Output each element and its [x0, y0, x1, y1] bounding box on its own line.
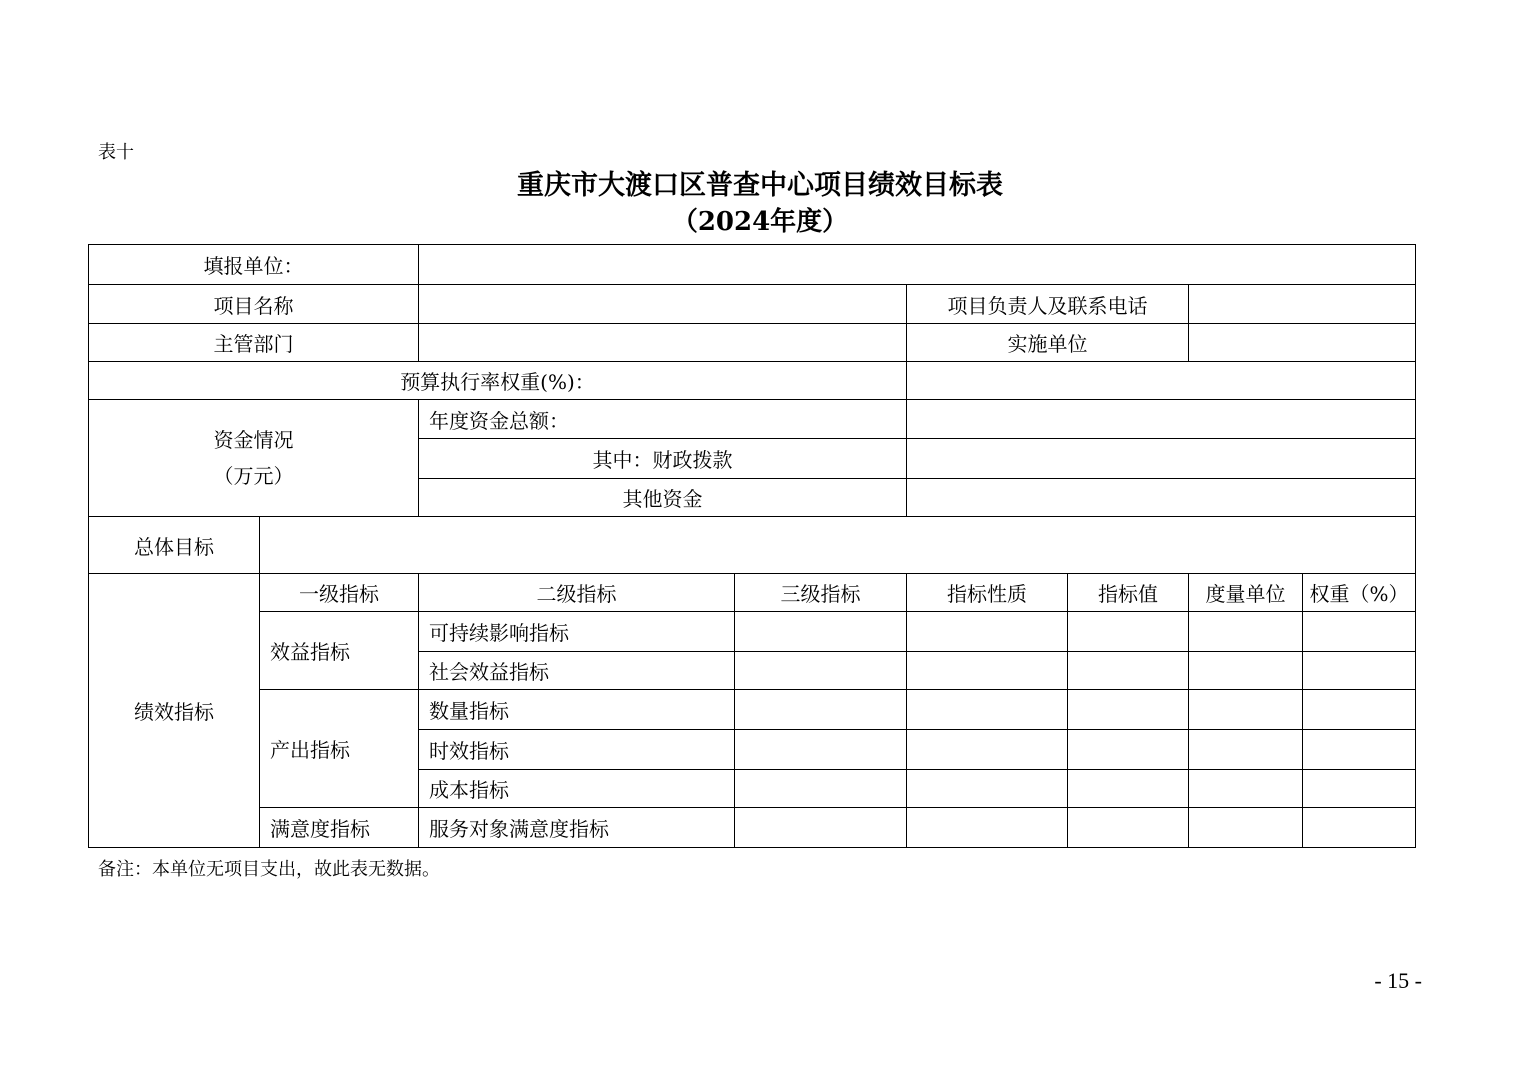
table-cell — [1068, 652, 1189, 690]
annual-total-value — [907, 400, 1416, 439]
table-cell — [1068, 808, 1189, 848]
header-level2: 二级指标 — [419, 574, 735, 612]
table-cell — [735, 612, 907, 652]
page-title: 重庆市大渡口区普查中心项目绩效目标表 — [517, 170, 1003, 201]
fiscal-label: 其中：财政拨款 — [419, 439, 907, 479]
header-weight: 权重（%） — [1303, 574, 1416, 612]
table-cell — [1303, 808, 1416, 848]
table-cell — [907, 612, 1068, 652]
table-cell — [735, 808, 907, 848]
table-cell — [907, 652, 1068, 690]
fiscal-value — [907, 439, 1416, 479]
department-label: 主管部门 — [89, 324, 419, 362]
table-cell — [907, 770, 1068, 808]
header-unit: 度量单位 — [1189, 574, 1303, 612]
perf-indicators-label: 绩效指标 — [89, 574, 260, 848]
project-owner-label: 项目负责人及联系电话 — [907, 285, 1189, 324]
project-owner-value — [1189, 285, 1416, 324]
implementing-unit-label: 实施单位 — [907, 324, 1189, 362]
table-cell — [1189, 652, 1303, 690]
overall-goal-label: 总体目标 — [89, 517, 260, 574]
table-cell — [735, 652, 907, 690]
project-name-label: 项目名称 — [89, 285, 419, 324]
budget-rate-label: 预算执行率权重(%)： — [89, 362, 907, 400]
table-cell — [1068, 730, 1189, 770]
table-cell — [907, 730, 1068, 770]
fill-unit-value — [419, 245, 1416, 285]
table-cell — [1303, 730, 1416, 770]
page-number: - 15 - — [1374, 968, 1422, 993]
table-cell — [1189, 770, 1303, 808]
table-cell — [907, 690, 1068, 730]
performance-target-table — [88, 244, 1416, 848]
social-indicator-label: 社会效益指标 — [419, 652, 735, 690]
table-cell — [1068, 612, 1189, 652]
fill-unit-label: 填报单位： — [89, 245, 419, 285]
implementing-unit-value — [1189, 324, 1416, 362]
table-cell — [1068, 770, 1189, 808]
overall-goal-value — [260, 517, 1416, 574]
table-cell — [1189, 808, 1303, 848]
service-satisfaction-indicator-label: 服务对象满意度指标 — [419, 808, 735, 848]
page-subtitle: （2024年度） — [671, 207, 849, 237]
table-cell — [907, 808, 1068, 848]
table-cell — [1068, 690, 1189, 730]
annual-total-label: 年度资金总额： — [419, 400, 907, 439]
satisfaction-indicator-label: 满意度指标 — [260, 808, 419, 848]
table-cell — [1303, 690, 1416, 730]
cost-indicator-label: 成本指标 — [419, 770, 735, 808]
table-label: 表十 — [98, 142, 134, 163]
table-cell — [1303, 652, 1416, 690]
funds-unit: （万元） — [213, 464, 294, 488]
table-cell — [1189, 690, 1303, 730]
header-level3: 三级指标 — [735, 574, 907, 612]
department-value — [419, 324, 907, 362]
table-cell — [735, 730, 907, 770]
benefit-indicator-label: 效益指标 — [260, 612, 419, 690]
table-cell — [1189, 612, 1303, 652]
project-name-value — [419, 285, 907, 324]
header-value: 指标值 — [1068, 574, 1189, 612]
other-funds-value — [907, 479, 1416, 517]
table-cell — [1303, 612, 1416, 652]
output-indicator-label: 产出指标 — [260, 690, 419, 808]
other-funds-label: 其他资金 — [419, 479, 907, 517]
header-level1: 一级指标 — [260, 574, 419, 612]
quantity-indicator-label: 数量指标 — [419, 690, 735, 730]
budget-rate-value — [907, 362, 1416, 400]
timeliness-indicator-label: 时效指标 — [419, 730, 735, 770]
table-cell — [1189, 730, 1303, 770]
table-cell — [1303, 770, 1416, 808]
funds-label-cell — [89, 400, 419, 517]
funds-label: 资金情况 — [213, 428, 294, 452]
header-nature: 指标性质 — [907, 574, 1068, 612]
sustainable-indicator-label: 可持续影响指标 — [419, 612, 735, 652]
table-cell — [735, 770, 907, 808]
table-cell — [735, 690, 907, 730]
footnote: 备注：本单位无项目支出，故此表无数据。 — [98, 859, 440, 880]
